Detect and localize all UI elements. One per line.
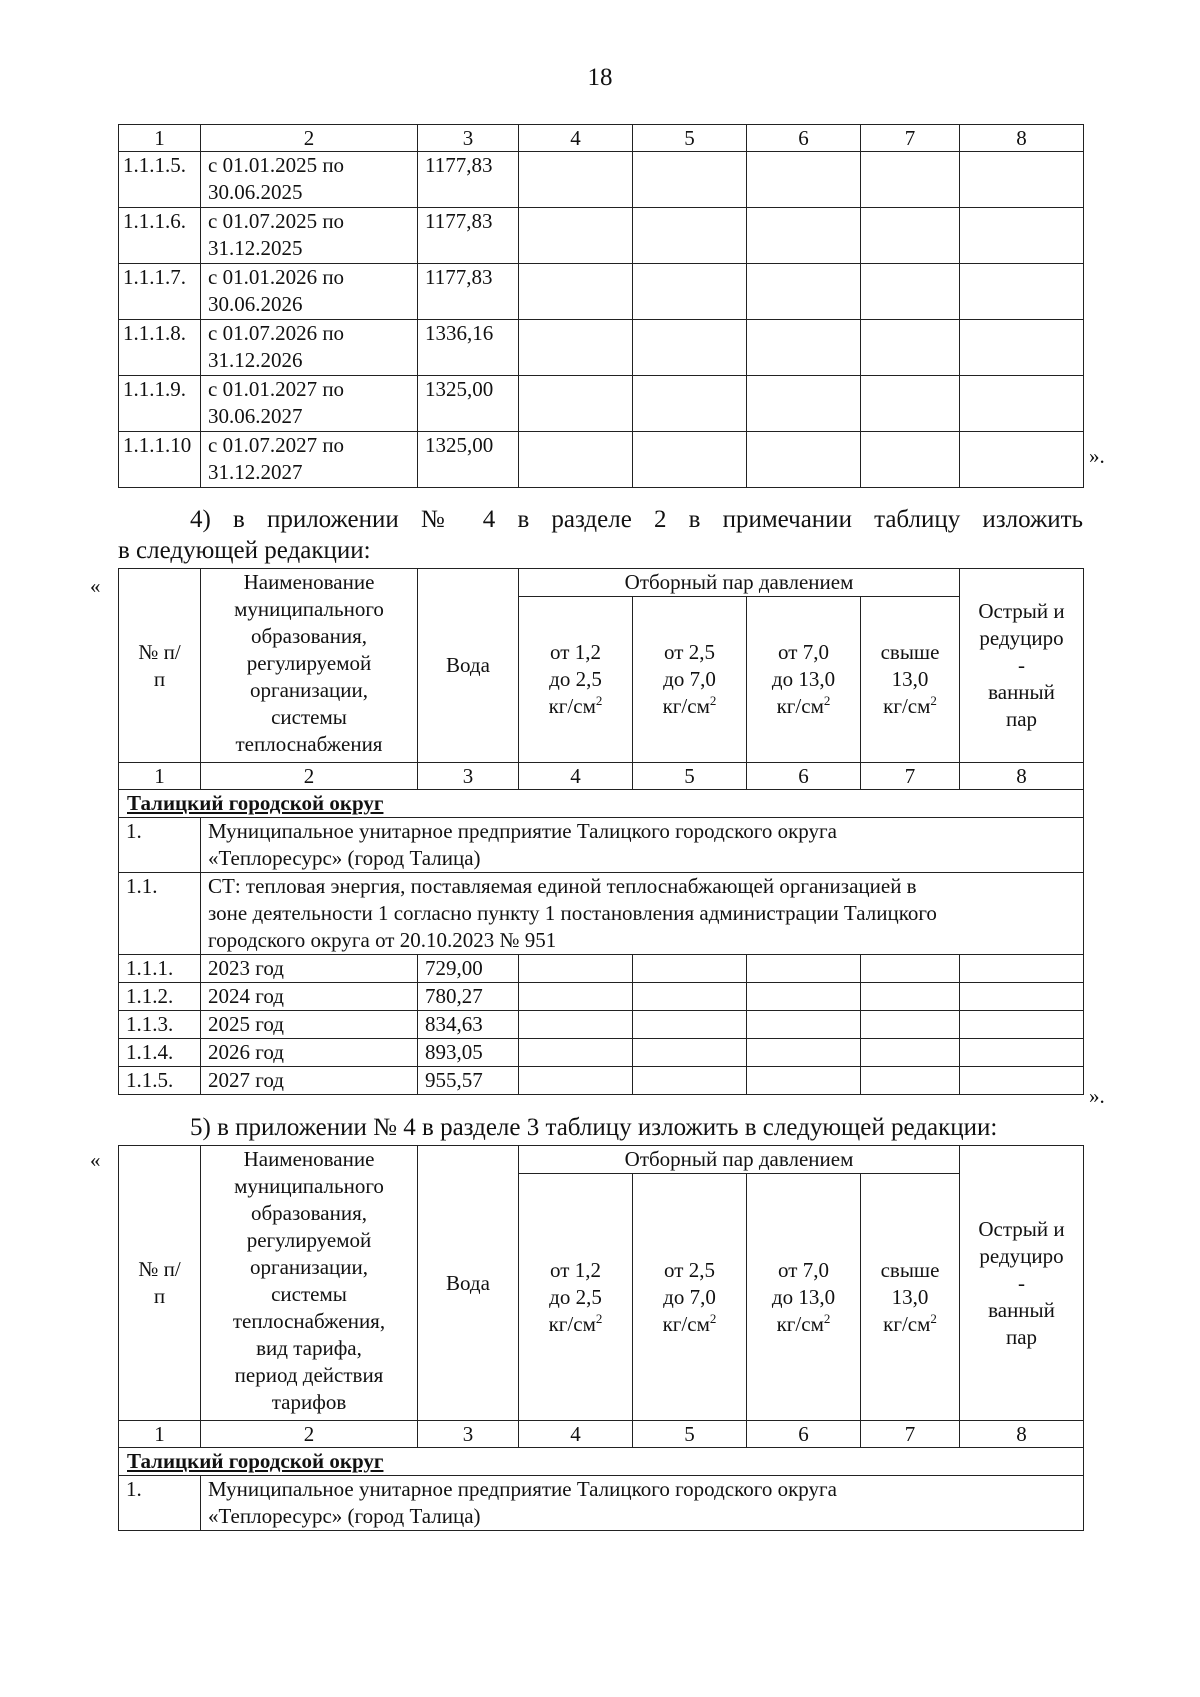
row-number: 1.1.1.6. xyxy=(119,208,201,264)
column-number: 6 xyxy=(747,125,861,152)
period-cell: с 01.01.2025 по 30.06.2025 xyxy=(201,152,418,208)
header-water: Вода xyxy=(418,569,519,763)
tariff-table-section-2 xyxy=(118,568,1084,1095)
table-row xyxy=(119,152,1084,208)
header-name: Наименование муниципального образования, регулируемой организации, системы теплоснабжения, вид тарифа, период действия тарифов xyxy=(201,1146,418,1421)
region-name: Талицкий городской округ xyxy=(119,790,1084,818)
row-number: 1.1.1.7. xyxy=(119,264,201,320)
year-cell: 2023 год xyxy=(201,955,418,983)
header-pressure-4: свыше 13,0 $кг/см^2$ xyxy=(861,597,960,763)
header-water: Вода xyxy=(418,1146,519,1421)
row-number: 1.1.1.5. xyxy=(119,152,201,208)
water-value: 1177,83 xyxy=(418,152,519,208)
region-row xyxy=(119,1448,1084,1476)
region-row xyxy=(119,790,1084,818)
closing-quote: ». xyxy=(1089,444,1105,468)
water-value: 1177,83 xyxy=(418,264,519,320)
water-value: 955,57 xyxy=(418,1067,519,1095)
year-cell: 2026 год xyxy=(201,1039,418,1067)
row-number: 1.1.2. xyxy=(119,983,201,1011)
header-steam-group: Отборный пар давлением xyxy=(519,569,960,597)
header-pressure-2: от 2,5 до 7,0 $кг/см^2$ xyxy=(633,1174,747,1421)
header-sharp-steam: Острый и редуциро - ванный пар xyxy=(960,1146,1084,1421)
water-value: 1336,16 xyxy=(418,320,519,376)
row-number: 1.1.3. xyxy=(119,1011,201,1039)
period-cell: с 01.07.2026 по 31.12.2026 xyxy=(201,320,418,376)
row-number: 1.1.1.9. xyxy=(119,376,201,432)
paragraph-4: 4) в приложении № 4 в разделе 2 в примечании таблицу изложить в следующей редакции: xyxy=(118,506,1083,564)
year-cell: 2027 год xyxy=(201,1067,418,1095)
period-cell: с 01.07.2027 по 31.12.2027 xyxy=(201,432,418,488)
column-number-row xyxy=(119,125,1084,152)
table-row xyxy=(119,208,1084,264)
row-number: 1.1.5. xyxy=(119,1067,201,1095)
org-number: 1. xyxy=(119,818,201,873)
table-header xyxy=(119,569,1084,597)
table-row xyxy=(119,1011,1084,1039)
header-name: Наименование муниципального образования, регулируемой организации, системы теплоснабжения xyxy=(201,569,418,763)
year-cell: 2025 год xyxy=(201,1011,418,1039)
header-pressure-4: свыше 13,0 $кг/см^2$ xyxy=(861,1174,960,1421)
header-pressure-1: от 1,2 до 2,5 $кг/см^2$ xyxy=(519,1174,633,1421)
period-cell: с 01.07.2025 по 31.12.2025 xyxy=(201,208,418,264)
tariff-table-continuation xyxy=(118,124,1084,488)
column-number-row: 1 2 3 4 5 6 7 8 xyxy=(119,763,1084,790)
org-row xyxy=(119,818,1084,873)
water-value: 893,05 xyxy=(418,1039,519,1067)
header-steam-group: Отборный пар давлением xyxy=(519,1146,960,1174)
period-cell: с 01.01.2027 по 30.06.2027 xyxy=(201,376,418,432)
header-pressure-3: от 7,0 до 13,0 $кг/см^2$ xyxy=(747,597,861,763)
tariff-table-section-3 xyxy=(118,1145,1084,1531)
st-row xyxy=(119,873,1084,955)
paragraph-5: 5) в приложении № 4 в разделе 3 таблицу изложить в следующей редакции: xyxy=(190,1114,998,1141)
column-number: 2 xyxy=(201,125,418,152)
opening-quote: « xyxy=(90,574,101,598)
water-value: 834,63 xyxy=(418,1011,519,1039)
column-number: 4 xyxy=(519,125,633,152)
row-number: 1.1.4. xyxy=(119,1039,201,1067)
region-name: Талицкий городской округ xyxy=(119,1448,1084,1476)
column-number: 8 xyxy=(960,125,1084,152)
water-value: 1325,00 xyxy=(418,432,519,488)
org-name: Муниципальное унитарное предприятие Талицкого городского округа «Теплоресурс» (город Талица) xyxy=(201,1476,1084,1531)
water-value: 1325,00 xyxy=(418,376,519,432)
opening-quote: « xyxy=(90,1148,101,1172)
header-pressure-1: от 1,2 до 2,5 $кг/см^2$ xyxy=(519,597,633,763)
org-name: Муниципальное унитарное предприятие Талицкого городского округа «Теплоресурс» (город Талица) xyxy=(201,818,1084,873)
org-row xyxy=(119,1476,1084,1531)
st-description: СТ: тепловая энергия, поставляемая единой теплоснабжающей организацией в зоне деятельности 1 согласно пункту 1 постановления администрации Талицкого городского округа от 20.10.2023 № 951 xyxy=(201,873,1084,955)
header-num: № п/п xyxy=(119,1146,201,1421)
table-row xyxy=(119,955,1084,983)
column-number: 1 xyxy=(119,125,201,152)
header-sharp-steam: Острый и редуциро - ванный пар xyxy=(960,569,1084,763)
water-value: 729,00 xyxy=(418,955,519,983)
closing-quote: ». xyxy=(1089,1084,1105,1108)
header-pressure-2: от 2,5 до 7,0 $кг/см^2$ xyxy=(633,597,747,763)
row-number: 1.1.1. xyxy=(119,955,201,983)
year-cell: 2024 год xyxy=(201,983,418,1011)
table-row xyxy=(119,320,1084,376)
column-number: 3 xyxy=(418,125,519,152)
table-row xyxy=(119,376,1084,432)
table-row xyxy=(119,1067,1084,1095)
org-number: 1. xyxy=(119,1476,201,1531)
column-number: 5 xyxy=(633,125,747,152)
header-num: № п/п xyxy=(119,569,201,763)
period-cell: с 01.01.2026 по 30.06.2026 xyxy=(201,264,418,320)
row-number: 1.1.1.8. xyxy=(119,320,201,376)
row-number: 1.1.1.10 xyxy=(119,432,201,488)
water-value: 1177,83 xyxy=(418,208,519,264)
column-number-row: 1 2 3 4 5 6 7 8 xyxy=(119,1421,1084,1448)
table-header xyxy=(119,1146,1084,1174)
table-row xyxy=(119,1039,1084,1067)
page-number: 18 xyxy=(587,64,613,91)
table-row xyxy=(119,983,1084,1011)
header-pressure-3: от 7,0 до 13,0 $кг/см^2$ xyxy=(747,1174,861,1421)
table-row xyxy=(119,264,1084,320)
st-number: 1.1. xyxy=(119,873,201,955)
table-row xyxy=(119,432,1084,488)
water-value: 780,27 xyxy=(418,983,519,1011)
column-number: 7 xyxy=(861,125,960,152)
